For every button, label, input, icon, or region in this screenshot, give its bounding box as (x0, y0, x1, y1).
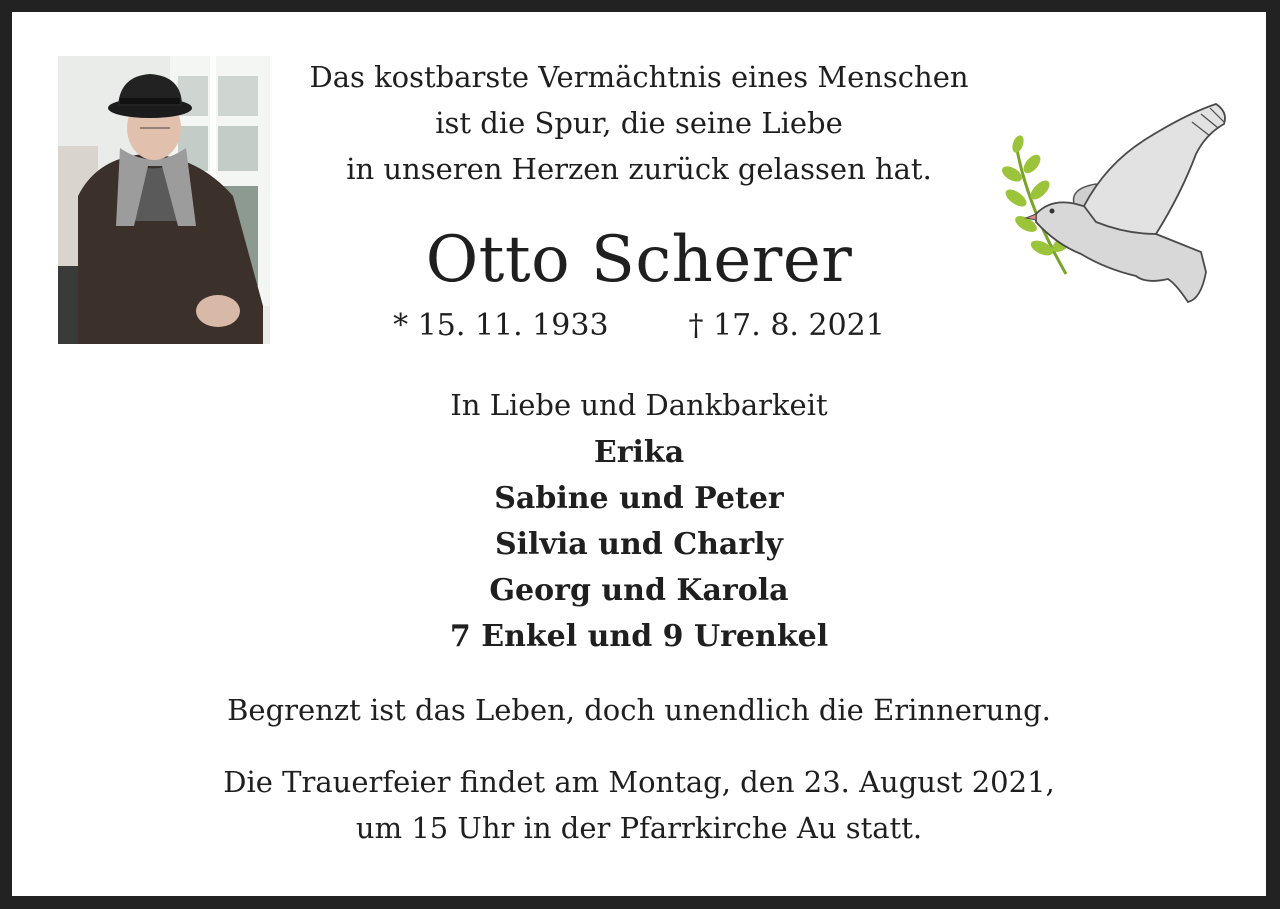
death-date: † 17. 8. 2021 (688, 308, 885, 343)
opening-quote (12, 54, 1266, 192)
mourner-name: Silvia und Charly (495, 527, 783, 562)
funeral-line-2: um 15 Uhr in der Pfarrkirche Au statt. (355, 811, 923, 845)
mourners-intro: In Liebe und Dankbarkeit (450, 388, 828, 422)
mourner-name: 7 Enkel und 9 Urenkel (449, 619, 829, 654)
closing-motto: Begrenzt ist das Leben, doch unendlich die Erinnerung. (227, 693, 1051, 727)
funeral-info (12, 759, 1266, 851)
mourner-name: Georg und Karola (489, 573, 789, 608)
mourners-list (12, 430, 1266, 660)
life-dates (12, 306, 1266, 346)
obituary-card (12, 12, 1266, 896)
deceased-name: Otto Scherer (425, 223, 853, 297)
quote-line-2: ist die Spur, die seine Liebe (435, 106, 843, 140)
quote-line-1: Das kostbarste Vermächtnis eines Menschen (309, 60, 969, 94)
quote-line-3: in unseren Herzen zurück gelassen hat. (346, 152, 932, 186)
mourner-name: Erika (593, 435, 685, 470)
birth-date: * 15. 11. 1933 (393, 308, 609, 343)
mourner-name: Sabine und Peter (494, 481, 784, 516)
funeral-line-1: Die Trauerfeier findet am Montag, den 23. August 2021, (223, 765, 1055, 799)
